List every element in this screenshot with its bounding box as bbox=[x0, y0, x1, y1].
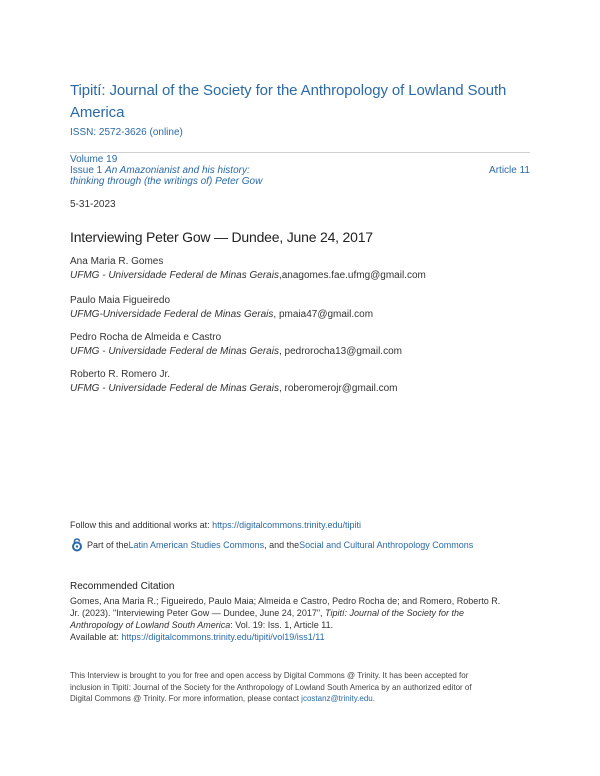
citation-line2 bbox=[70, 607, 530, 619]
part-of-prefix: Part of the bbox=[87, 540, 129, 550]
citation-line1: Gomes, Ana Maria R.; Figueiredo, Paulo Maia; Almeida e Castro, Pedro Rocha de; and Romero, Roberto R. bbox=[70, 596, 501, 606]
available-text: Available at: bbox=[70, 632, 122, 642]
issue-title-line1: An Amazonianist and his history: bbox=[105, 165, 250, 176]
author-affiliation: UFMG-Universidade Federal de Minas Gerais, pmaia47@gmail.com bbox=[70, 309, 374, 320]
author-name: Ana Maria R. Gomes bbox=[70, 256, 164, 267]
author-name: Roberto R. Romero Jr. bbox=[70, 369, 171, 380]
author-name: Pedro Rocha de Almeida e Castro bbox=[70, 332, 222, 343]
issn: ISSN: 2572-3626 (online) bbox=[70, 127, 183, 138]
publication-date: 5-31-2023 bbox=[70, 199, 116, 210]
citation-volume: : Vol. 19: Iss. 1, Article 11. bbox=[230, 620, 334, 630]
issue-title-line2[interactable]: thinking through (the writings of) Peter Gow bbox=[70, 176, 263, 187]
issue-prefix: Issue 1 bbox=[70, 165, 106, 176]
volume-link[interactable]: Volume 19 bbox=[70, 154, 118, 165]
author-email: anagomes.fae.ufmg@gmail.com bbox=[281, 270, 426, 281]
author-affiliation: UFMG - Universidade Federal de Minas Gerais, pedrorocha13@gmail.com bbox=[70, 346, 402, 357]
footer-contact-text: Digital Commons @ Trinity. For more information, please contact bbox=[70, 694, 302, 703]
author-affiliation: UFMG - Universidade Federal de Minas Gerais,anagomes.fae.ufmg@gmail.com bbox=[70, 270, 426, 281]
document-title: Interviewing Peter Gow — Dundee, June 24, 2017 bbox=[70, 229, 373, 245]
part-of-middle: , and the bbox=[264, 540, 300, 550]
journal-title[interactable]: Tipití: Journal of the Society for the Anthropology of Lowland South America bbox=[70, 82, 507, 121]
author-email: roberomerojr@gmail.com bbox=[284, 383, 398, 394]
recommended-citation-heading: Recommended Citation bbox=[70, 581, 175, 592]
contact-email-link[interactable]: jcostanz@trinity.edu bbox=[301, 694, 373, 703]
footer-line2: inclusion in Tipití: Journal of the Society for the Anthropology of Lowland South America by an authorized editor of bbox=[70, 682, 472, 692]
affiliation-text: UFMG - Universidade Federal de Minas Gerais bbox=[70, 270, 279, 281]
author-email: pedrorocha13@gmail.com bbox=[284, 346, 402, 357]
author-name: Paulo Maia Figueiredo bbox=[70, 295, 171, 306]
footer-period: . bbox=[372, 694, 375, 703]
citation-line4 bbox=[70, 631, 530, 643]
author-block bbox=[70, 331, 530, 359]
anthropology-commons-link[interactable]: Social and Cultural Anthropology Commons bbox=[299, 540, 474, 550]
author-block bbox=[70, 294, 530, 322]
author-block bbox=[70, 255, 530, 283]
affiliation-text: UFMG - Universidade Federal de Minas Gerais bbox=[70, 346, 279, 357]
author-affiliation: UFMG - Universidade Federal de Minas Gerais, roberomerojr@gmail.com bbox=[70, 383, 398, 394]
follow-text: Follow this and additional works at: bbox=[70, 520, 213, 530]
follow-line bbox=[70, 520, 361, 530]
open-access-icon bbox=[70, 538, 84, 552]
recommended-citation bbox=[70, 595, 530, 643]
footer-line1: This Interview is brought to you for free and open access by Digital Commons @ Trinity. It has been accepted for bbox=[70, 671, 469, 680]
article-number[interactable]: Article 11 bbox=[489, 165, 530, 176]
issue-line[interactable] bbox=[70, 165, 470, 176]
part-of-line bbox=[70, 538, 473, 552]
affiliation-text: UFMG-Universidade Federal de Minas Gerais bbox=[70, 309, 274, 320]
citation-journal-cont: Anthropology of Lowland South America bbox=[70, 620, 231, 630]
latin-american-studies-link[interactable]: Latin American Studies Commons bbox=[128, 540, 265, 550]
author-block bbox=[70, 368, 530, 396]
citation-line3 bbox=[70, 619, 530, 631]
citation-journal: Tipití: Journal of the Society for the bbox=[325, 608, 465, 618]
volume-issue-block[interactable] bbox=[70, 154, 470, 187]
affiliation-text: UFMG - Universidade Federal de Minas Gerais bbox=[70, 383, 279, 394]
access-statement bbox=[70, 670, 530, 705]
citation-text: Jr. (2023). "Interviewing Peter Gow — Dundee, June 24, 2017", bbox=[70, 608, 326, 618]
divider bbox=[70, 152, 530, 153]
author-email: pmaia47@gmail.com bbox=[278, 309, 374, 320]
follow-link[interactable]: https://digitalcommons.trinity.edu/tipiti bbox=[212, 520, 361, 530]
footer-line3 bbox=[70, 693, 530, 705]
available-link[interactable]: https://digitalcommons.trinity.edu/tipiti/vol19/iss1/11 bbox=[121, 632, 325, 642]
